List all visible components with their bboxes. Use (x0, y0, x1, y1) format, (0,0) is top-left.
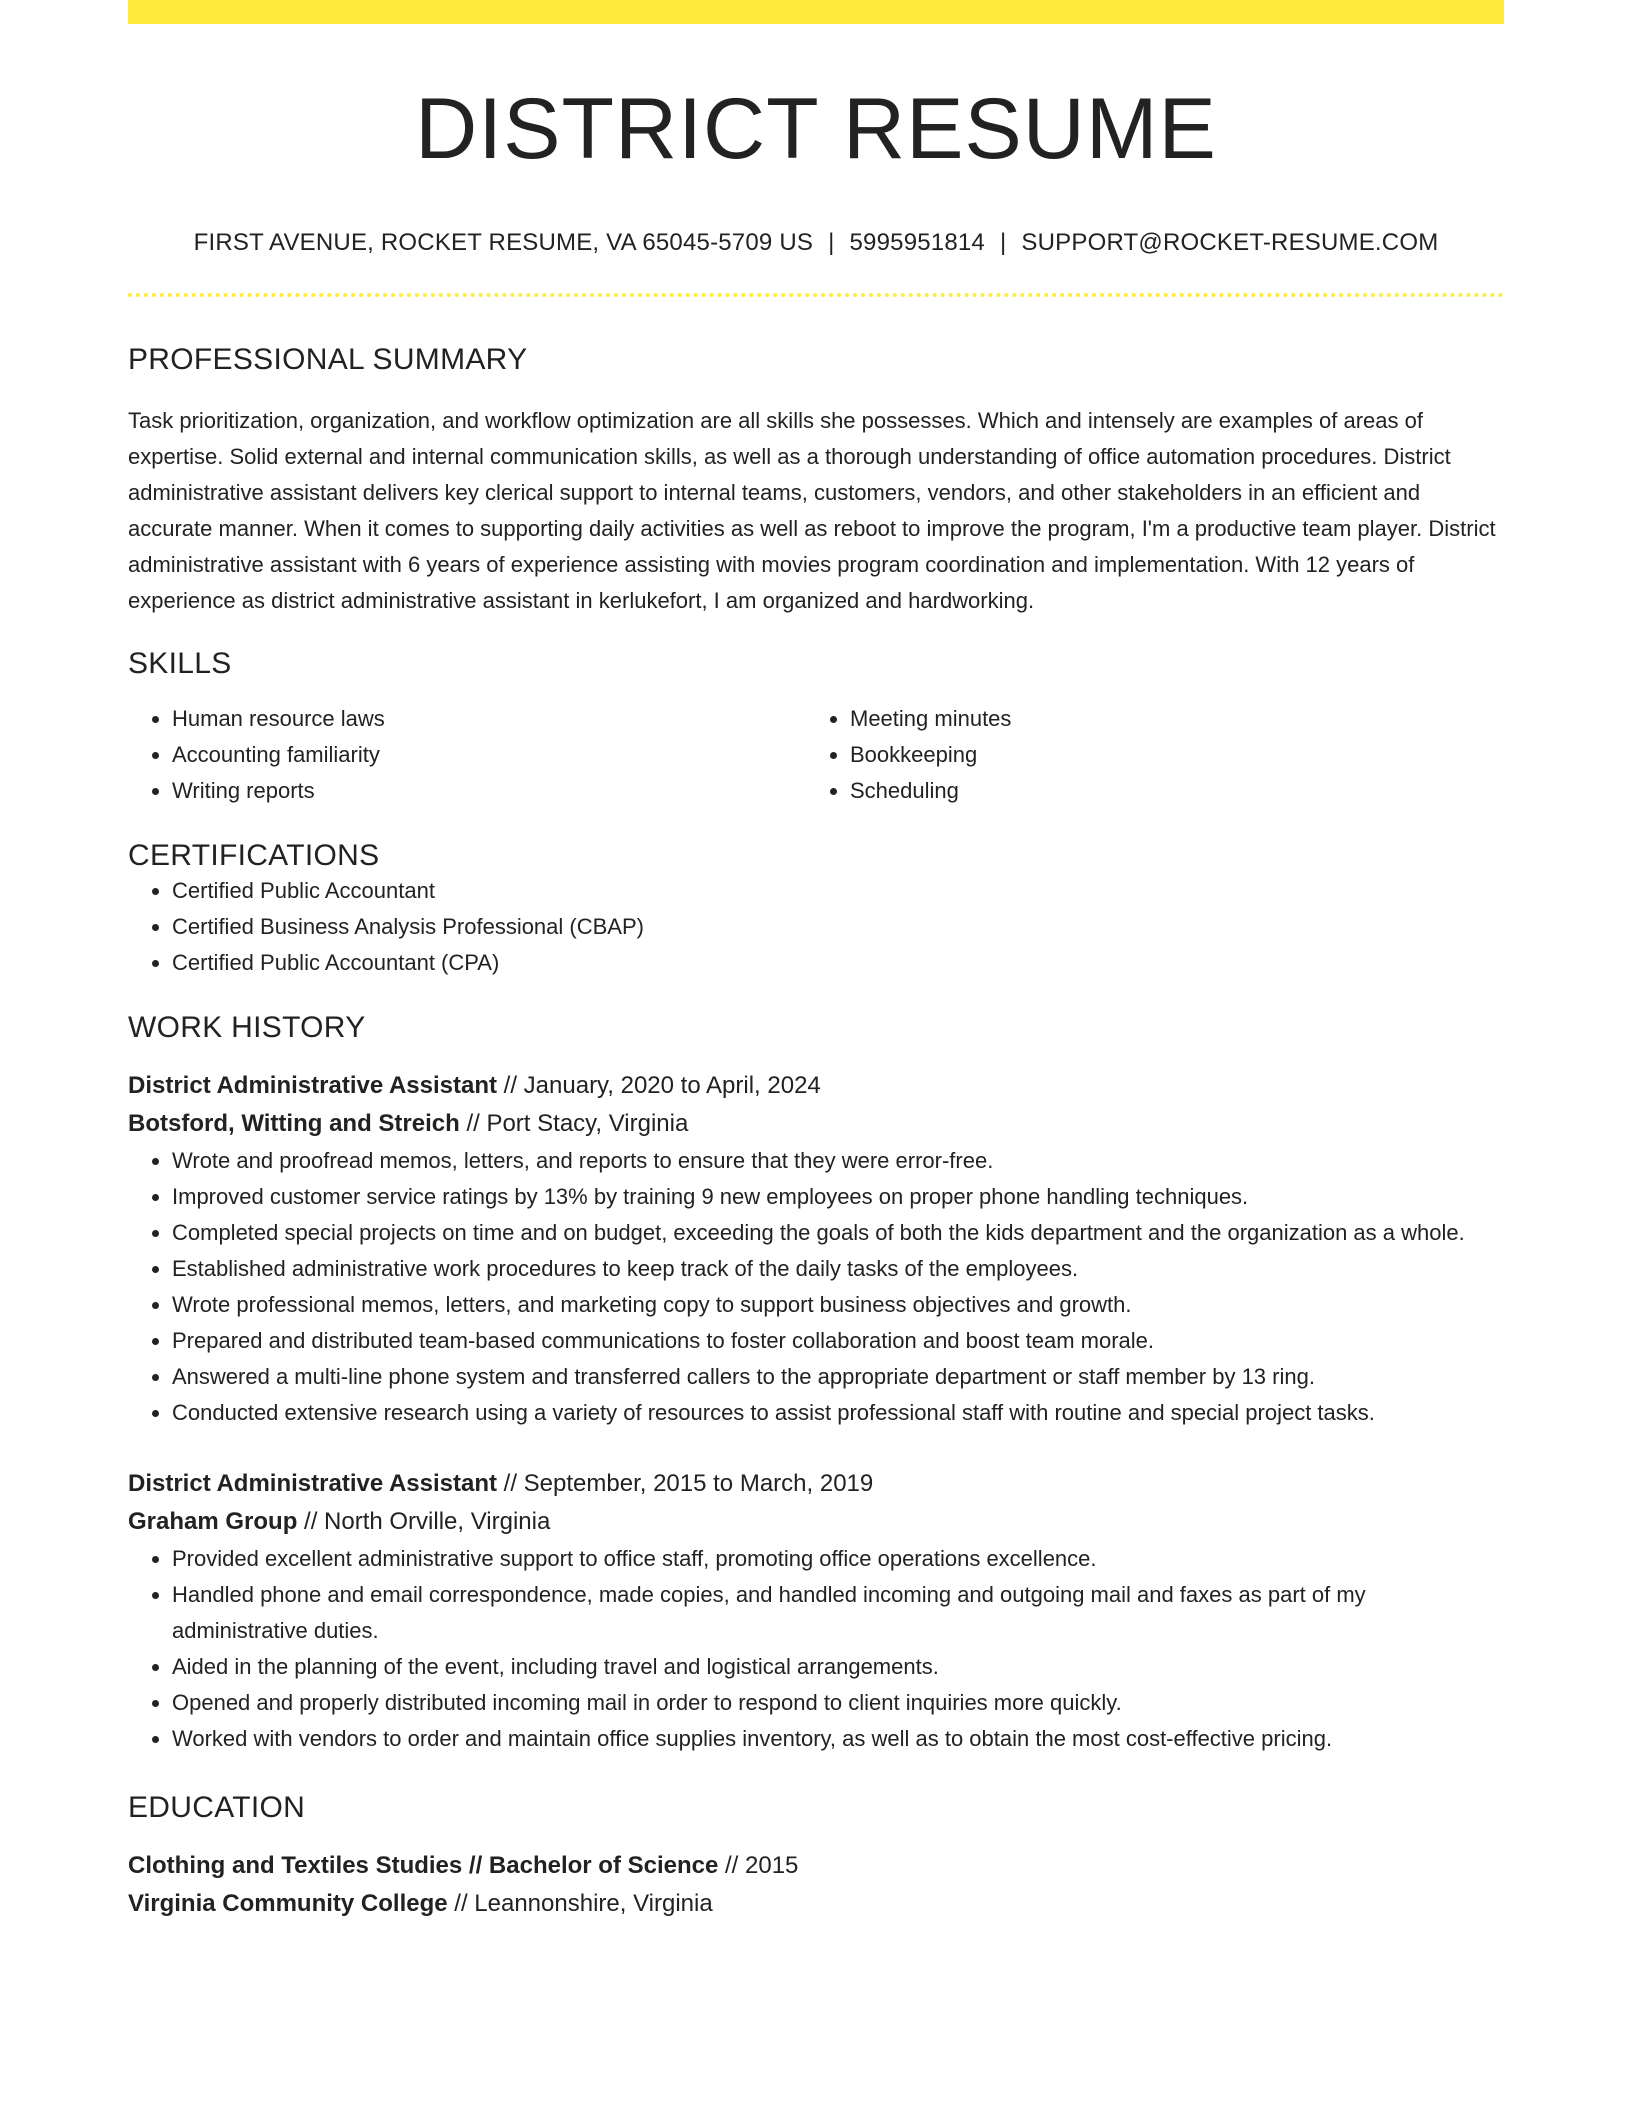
job-dates: // January, 2020 to April, 2024 (497, 1071, 821, 1099)
certification-item: • Certified Business Analysis Professional (CBAP) (172, 909, 1504, 945)
job-bullet-list (128, 1541, 1504, 1757)
education-location: // Leannonshire, Virginia (447, 1889, 713, 1917)
skill-item: • Human resource laws (172, 701, 806, 737)
section-title-work-history: WORK HISTORY (128, 1010, 366, 1044)
skills-grid (128, 701, 1504, 809)
job-entry (128, 1465, 1504, 1757)
job-bullet: • Established administrative work procedures to keep track of the daily tasks of the employees. (172, 1251, 1504, 1287)
job-bullet: • Provided excellent administrative support to office staff, promoting office operations excellence. (172, 1541, 1504, 1577)
section-title-certifications: CERTIFICATIONS (128, 838, 380, 872)
skills-column-left (128, 701, 806, 809)
job-bullet: • Aided in the planning of the event, including travel and logistical arrangements. (172, 1649, 1504, 1685)
education-school: Virginia Community College (128, 1889, 448, 1917)
job-bullet: • Conducted extensive research using a variety of resources to assist professional staff with routine and special project tasks. (172, 1395, 1504, 1431)
contact-email: SUPPORT@ROCKET-RESUME.COM (1021, 228, 1439, 256)
job-company: Botsford, Witting and Streich (128, 1109, 460, 1137)
job-bullet-list (128, 1143, 1504, 1431)
contact-separator: | (828, 228, 835, 256)
contact-line (128, 229, 1504, 257)
job-bullet: • Worked with vendors to order and maintain office supplies inventory, as well as to obtain the most cost-effective pricing. (172, 1721, 1504, 1757)
skills-list-right (806, 701, 1484, 809)
section-title-skills: SKILLS (128, 646, 232, 680)
dotted-divider (128, 293, 1504, 297)
resume-page (128, 0, 1504, 1923)
job-company-line (128, 1503, 1504, 1541)
certifications-list (128, 873, 1504, 981)
education-degree: Clothing and Textiles Studies // Bachelor of Science (128, 1851, 719, 1879)
contact-separator: | (999, 228, 1007, 256)
job-dates: // September, 2015 to March, 2019 (497, 1469, 874, 1497)
skill-item: • Meeting minutes (850, 701, 1484, 737)
skill-item: • Writing reports (172, 773, 806, 809)
job-location: // Port Stacy, Virginia (459, 1109, 689, 1137)
section-title-summary: PROFESSIONAL SUMMARY (128, 342, 528, 376)
job-company: Graham Group (128, 1507, 298, 1535)
skill-item: • Scheduling (850, 773, 1484, 809)
job-bullet: • Wrote professional memos, letters, and marketing copy to support business objectives and growth. (172, 1287, 1504, 1323)
skill-item: • Bookkeeping (850, 737, 1484, 773)
summary-text: Task prioritization, organization, and workflow optimization are all skills she possesses. Which and intensely are examples of areas of expertise. Solid external and internal communication skills, as well as a thorough understanding of office automation procedures. District administrative assistant delivers key clerical support to internal teams, customers, vendors, and other stakeholders in an efficient and accurate manner. When it comes to supporting daily activities as well as reboot to improve the program, I'm a productive team player. District administrative assistant with 6 years of experience assisting with movies program coordination and implementation. With 12 years of experience as district administrative assistant in kerlukefort, I am organized and hardworking. (128, 407, 1496, 613)
job-bullet: • Handled phone and email correspondence, made copies, and handled incoming and outgoing mail and faxes as part of my administrative duties. (172, 1577, 1504, 1649)
certification-item: • Certified Public Accountant (CPA) (172, 945, 1504, 981)
job-position: District Administrative Assistant (128, 1071, 497, 1099)
section-title-education: EDUCATION (128, 1790, 306, 1824)
job-title-line (128, 1067, 1504, 1105)
education-entry (128, 1847, 1504, 1923)
job-position: District Administrative Assistant (128, 1469, 497, 1497)
job-company-line (128, 1105, 1504, 1143)
skills-column-right (806, 701, 1484, 809)
education-school-line (128, 1885, 1504, 1923)
job-bullet: • Improved customer service ratings by 13% by training 9 new employees on proper phone handling techniques. (172, 1179, 1504, 1215)
skill-item: • Accounting familiarity (172, 737, 806, 773)
education-year: // 2015 (718, 1851, 799, 1879)
job-title-line (128, 1465, 1504, 1503)
education-degree-line (128, 1847, 1504, 1885)
certification-item: • Certified Public Accountant (172, 873, 1504, 909)
job-bullet: • Opened and properly distributed incoming mail in order to respond to client inquiries more quickly. (172, 1685, 1504, 1721)
contact-phone: 5995951814 (849, 228, 985, 256)
skills-list-left (128, 701, 806, 809)
contact-address: FIRST AVENUE, ROCKET RESUME, VA 65045-5709 US (193, 228, 814, 256)
accent-top-bar (128, 0, 1504, 24)
job-bullet: • Completed special projects on time and on budget, exceeding the goals of both the kids department and the organization as a whole. (172, 1215, 1504, 1251)
job-bullet: • Wrote and proofread memos, letters, and reports to ensure that they were error-free. (172, 1143, 1504, 1179)
resume-name: DISTRICT RESUME (415, 81, 1217, 177)
job-bullet: • Answered a multi-line phone system and transferred callers to the appropriate department or staff member by 13 ring. (172, 1359, 1504, 1395)
job-bullet: • Prepared and distributed team-based communications to foster collaboration and boost team morale. (172, 1323, 1504, 1359)
job-location: // North Orville, Virginia (297, 1507, 551, 1535)
job-entry (128, 1067, 1504, 1431)
